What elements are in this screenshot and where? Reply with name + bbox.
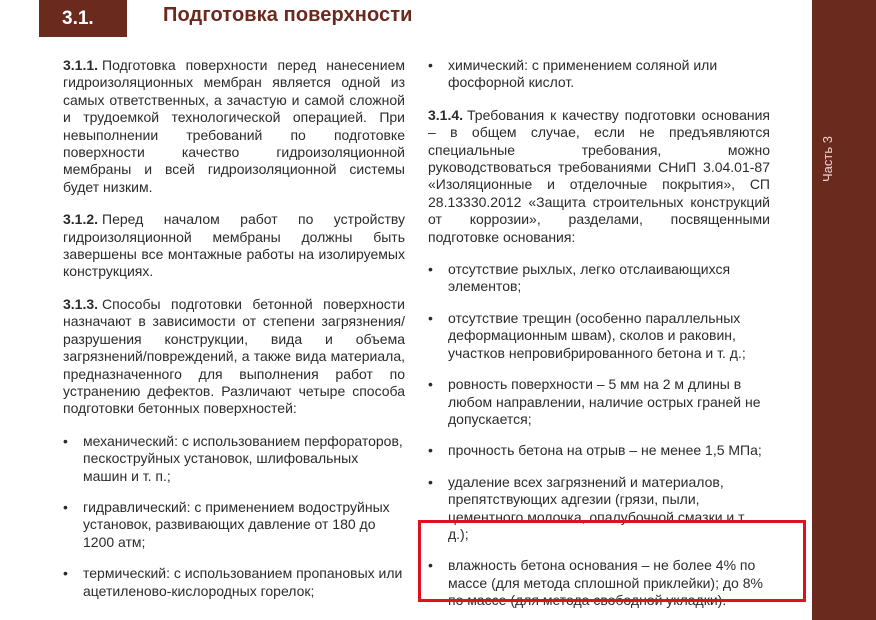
bullet-icon: • xyxy=(63,498,68,515)
section-number: 3.1. xyxy=(39,0,127,37)
bullet-icon: • xyxy=(428,57,433,73)
bullet-icon: • xyxy=(63,565,68,582)
paragraph-text: Подготовка поверхности перед нанесением гидроизоляционных мембран является одной из самых ответственных, а зачастую и самой сложной и трудоемкой технологической операцией. При невыполнении требований по подготовке поверхности качество гидроизоляционной мембраны и всей гидроизоляционной системы будет низким. xyxy=(63,57,405,195)
list-item: • прочность бетона на отрыв – не менее 1,5 МПа; xyxy=(428,442,762,459)
side-tab-band xyxy=(812,0,876,620)
side-tab-label: Часть 3 xyxy=(820,136,835,182)
list-item: • термический: с использованием пропановых или ацетиленово-кислородных горелок; xyxy=(63,565,403,599)
section-header xyxy=(0,0,812,37)
bullet-icon: • xyxy=(428,473,433,490)
paragraph-3-1-2 xyxy=(63,211,405,281)
bullet-icon: • xyxy=(428,376,433,393)
bullet-icon: • xyxy=(428,442,433,459)
list-item: • отсутствие рыхлых, легко отслаивающихся элементов; xyxy=(428,261,731,295)
bullet-icon: • xyxy=(63,432,68,449)
paragraph-3-1-1 xyxy=(63,57,405,196)
paragraph-number: 3.1.2. xyxy=(63,211,99,228)
list-item: • гидравлический: с применением водоструйных установок, развивающих давление от 180 до 1200 атм; xyxy=(63,498,390,550)
paragraph-3-1-4 xyxy=(428,107,770,246)
bullet-icon: • xyxy=(428,261,433,278)
list-item: • отсутствие трещин (особенно параллельных деформационным швам), сколов и раковин, участков непровибрированного бетона и т. д.; xyxy=(428,309,746,361)
list-item: • механический: с использованием перфораторов, пескоструйных установок, шлифовальных машин и т. п.; xyxy=(63,432,403,484)
right-column xyxy=(428,57,770,610)
paragraph-text: Перед началом работ по устройству гидроизоляционной мембраны должны быть завершены все монтажные работы на изолируемых конструкциях. xyxy=(63,211,405,280)
list-item: • удаление всех загрязнений и материалов, препятствующих адгезии (грязи, пыли, цементного молочка, опалубочной смазки и т. д.); xyxy=(428,473,747,542)
list-item-highlighted: • влажность бетона основания – не более 4% по массе (для метода сплошной приклейки); до 8% по массе (для метода свободной укладки). xyxy=(428,557,763,609)
left-column xyxy=(63,57,405,600)
bullet-icon: • xyxy=(428,309,433,326)
paragraph-3-1-3 xyxy=(63,296,405,418)
list-item: • химический: с применением соляной или фосфорной кислот. xyxy=(428,57,718,91)
paragraph-number: 3.1.3. xyxy=(63,295,99,312)
section-title: Подготовка поверхности xyxy=(163,4,413,26)
paragraph-text: Требования к качеству подготовки основания – в общем случае, если не предъявляются специальные требования, можно руководствоваться требованиями СНиП 3.04.01-87 «Изоляционные и отделочные покрытия», СП 28.13330.2012 «Защита строительных конструкций от коррозии», разделами, посвященными подготовке основания: xyxy=(428,106,770,245)
paragraph-number: 3.1.1. xyxy=(63,57,99,73)
paragraph-number: 3.1.4. xyxy=(428,106,464,123)
bullet-icon: • xyxy=(428,557,433,574)
list-item: • ровность поверхности – 5 мм на 2 м длины в любом направлении, наличие острых граней не допускается; xyxy=(428,376,761,427)
paragraph-text: Способы подготовки бетонной поверхности назначают в зависимости от степени загрязнения/разрушения конструкции, вида и объема загрязнений/повреждений, а также вида материала, предназначенного для выполнения работ по устранению дефектов. Различают четыре способа подготовки бетонных поверхностей: xyxy=(63,295,405,417)
